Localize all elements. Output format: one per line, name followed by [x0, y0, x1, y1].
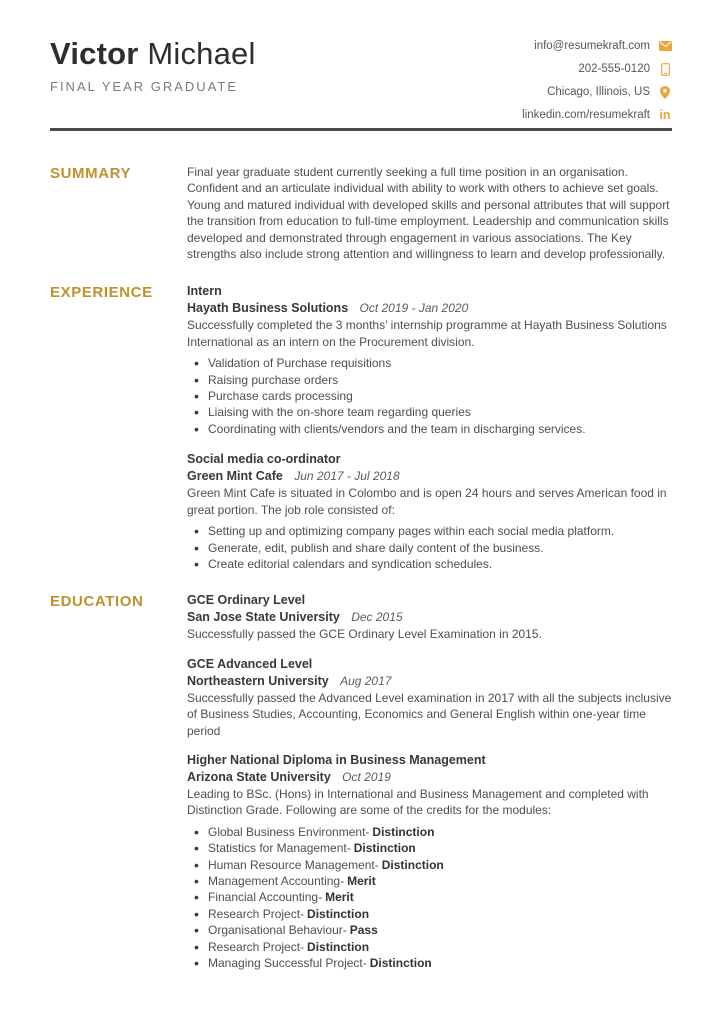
person-name	[50, 36, 256, 72]
list-item: • Create editorial calendars and syndication schedules.	[187, 556, 672, 572]
module-grade-item: • Research Project- Distinction	[187, 939, 672, 955]
job-company-line	[187, 300, 672, 317]
linkedin-link[interactable]: linkedin.com/resumekraft	[522, 109, 650, 121]
education-dates: Aug 2017	[340, 673, 392, 688]
grade-value: Pass	[349, 923, 378, 938]
identity-block	[50, 36, 256, 94]
list-item: • Liaising with the on-shore team regarding queries	[187, 404, 672, 420]
degree-title: GCE Ordinary Level	[187, 593, 306, 608]
education-dates: Oct 2019	[342, 769, 391, 784]
list-item: • Coordinating with clients/vendors and the team in discharging services.	[187, 421, 672, 437]
module-grade-item: • Global Business Environment- Distinction	[187, 824, 672, 840]
module-grade-item: • Statistics for Management- Distinction	[187, 840, 672, 856]
grade-value: Merit	[325, 890, 354, 905]
list-item: • Raising purchase orders	[187, 372, 672, 388]
school-name: San Jose State University	[187, 610, 340, 625]
linkedin-icon: in	[659, 107, 671, 122]
contact-linkedin-row	[522, 108, 672, 122]
module-grade-list	[187, 824, 672, 972]
envelope-icon	[658, 39, 672, 53]
education-content	[187, 592, 672, 971]
module-grade-item: • Human Resource Management- Distinction	[187, 857, 672, 873]
job-company-line	[187, 468, 672, 485]
phone-number: 202-555-0120	[578, 63, 650, 75]
school-name: Arizona State University	[187, 769, 331, 784]
first-name: Victor	[50, 36, 139, 71]
company-name: Hayath Business Solutions	[187, 301, 349, 316]
degree-title: GCE Advanced Level	[187, 656, 313, 671]
module-grade-item: • Managing Successful Project- Distinction	[187, 955, 672, 971]
module-grade-item: • Financial Accounting- Merit	[187, 889, 672, 905]
contact-phone-row	[578, 62, 672, 76]
list-item: • Generate, edit, publish and share daily content of the business.	[187, 540, 672, 556]
module-grade-item: • Research Project- Distinction	[187, 906, 672, 922]
job-title: Intern	[187, 284, 222, 299]
education-description: Leading to BSc. (Hons) in International and Business Management and completed with Distinction Grade. Following are some of the credits for the modules:	[187, 786, 649, 818]
grade-value: Distinction	[353, 841, 416, 856]
job-bullet-list	[187, 523, 672, 572]
job-entry-social-media	[187, 451, 672, 572]
job-description: Successfully completed the 3 months’ internship programme at Hayath Business Solutions International as an intern on the Procurement division.	[187, 318, 667, 349]
job-role-subtitle: FINAL YEAR GRADUATE	[50, 79, 239, 94]
school-line	[187, 673, 672, 690]
grade-value: Distinction	[372, 824, 435, 839]
list-item: • Setting up and optimizing company pages within each social media platform.	[187, 523, 672, 539]
school-line	[187, 609, 672, 626]
education-entry-hnd	[187, 752, 672, 971]
job-title: Social media co-ordinator	[187, 452, 341, 467]
job-dates: Oct 2019 - Jan 2020	[359, 301, 469, 316]
grade-value: Distinction	[307, 906, 370, 921]
list-item: • Validation of Purchase requisitions	[187, 355, 672, 371]
contact-block	[522, 36, 672, 122]
education-description: Successfully passed the GCE Ordinary Level Examination in 2015.	[187, 627, 542, 642]
grade-value: Merit	[347, 873, 376, 888]
list-item: • Purchase cards processing	[187, 388, 672, 404]
education-entry-gce-advanced	[187, 656, 672, 739]
email-link[interactable]: info@resumekraft.com	[534, 40, 650, 52]
section-experience	[50, 283, 672, 572]
education-dates: Dec 2015	[351, 610, 403, 625]
contact-location-row	[547, 85, 672, 99]
education-description: Successfully passed the Advanced Level examination in 2017 with all the subjects inclusive of Business Studies, Accounting, Economics and General English within one-year time period	[187, 690, 672, 738]
job-description: Green Mint Cafe is situated in Colombo and is open 24 hours and serves American food in great portion. The job role consisted of:	[187, 486, 667, 517]
education-entry-gce-ordinary	[187, 592, 672, 642]
school-name: Northeastern University	[187, 673, 329, 688]
grade-value: Distinction	[307, 939, 370, 954]
section-summary	[50, 164, 672, 262]
summary-text: Final year graduate student currently seeking a full time position in an organisation. Confident and an articulate individual with ability to work with others to achieve set goals. Young and matured individual with developed skills and personal attributes that will support the transition from education to full-time employment. Leadership and communication skills developed and demonstrated through engagement in various associations. The Key strengths also include strong attention and willingness to learn and develop professionally.	[187, 165, 670, 262]
contact-email-row	[534, 39, 672, 53]
grade-value: Distinction	[369, 956, 432, 970]
summary-content	[187, 164, 672, 262]
grade-value: Distinction	[381, 857, 444, 872]
experience-heading: EXPERIENCE	[50, 284, 153, 302]
company-name: Green Mint Cafe	[187, 469, 283, 484]
location-text: Chicago, Illinois, US	[547, 86, 650, 98]
degree-title: Higher National Diploma in Business Management	[187, 752, 486, 767]
experience-content	[187, 283, 672, 572]
resume-body	[50, 131, 672, 971]
section-education	[50, 592, 672, 971]
summary-heading: SUMMARY	[50, 165, 132, 182]
header	[50, 36, 672, 128]
module-grade-item: • Management Accounting- Merit	[187, 873, 672, 889]
education-heading: EDUCATION	[50, 593, 144, 611]
school-line	[187, 769, 672, 786]
job-entry-intern	[187, 283, 672, 437]
last-name: Michael	[147, 36, 256, 71]
map-pin-icon	[658, 85, 672, 99]
job-dates: Jun 2017 - Jul 2018	[294, 469, 400, 484]
mobile-phone-icon	[658, 62, 672, 76]
module-grade-item: • Organisational Behaviour- Pass	[187, 922, 672, 938]
job-bullet-list	[187, 355, 672, 437]
